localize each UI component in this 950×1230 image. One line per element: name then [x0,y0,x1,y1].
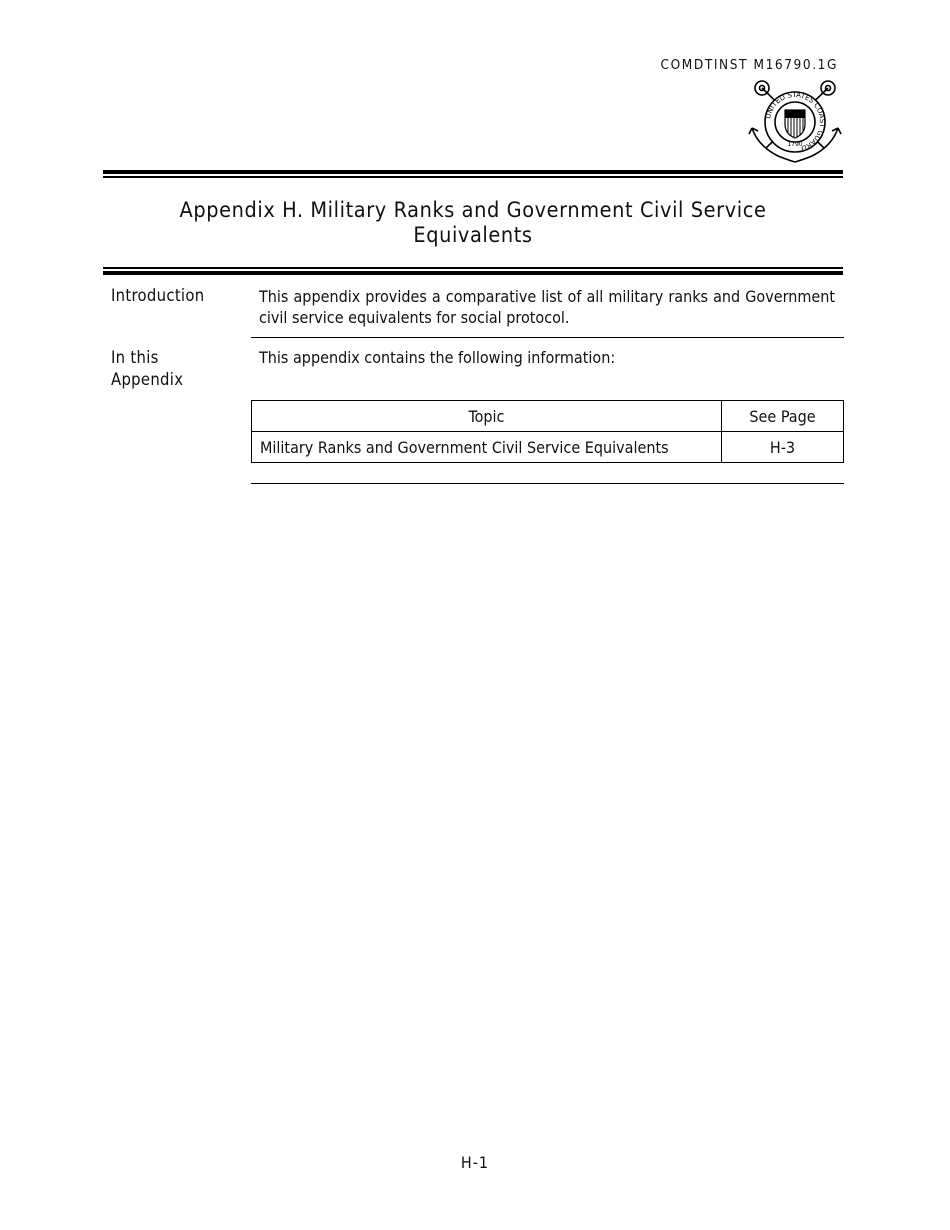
uscg-seal-icon [748,76,842,164]
title-line-2: Equivalents [413,223,533,248]
introduction-label: Introduction [111,286,205,305]
toc-page-cell[interactable]: H-3 [722,432,844,463]
label-line-2: Appendix [111,370,184,389]
label-line-1: In this [111,348,159,367]
introduction-text: This appendix provides a comparative list of all military ranks and Government civil service equivalents for social protocol. [259,287,835,327]
toc-header-page: See Page [722,401,844,432]
top-rule-thin [103,176,843,178]
table-row [252,432,844,463]
page-number: H-1 [460,1153,490,1172]
section-divider [251,337,844,338]
toc-topic-cell[interactable]: Military Ranks and Government Civil Service Equivalents [252,432,722,463]
toc-table [251,400,844,463]
title-rule-thin [103,267,843,269]
toc-header-row [252,401,844,432]
svg-text:1790: 1790 [787,141,803,148]
in-this-appendix-text: This appendix contains the following information: [259,348,616,367]
top-rule-thick [103,170,843,174]
section-end-rule [251,483,844,484]
document-id: COMDTINST M16790.1G [660,57,838,73]
title-line-1: Appendix H. Military Ranks and Government Civil Service [179,198,767,223]
toc-header-topic: Topic [252,401,722,432]
page-title [103,198,843,248]
svg-text:UNITED STATES COAST GUARD: UNITED STATES COAST GUARD [764,90,827,153]
title-rule-thick [103,271,843,275]
in-this-appendix-label [111,347,183,391]
